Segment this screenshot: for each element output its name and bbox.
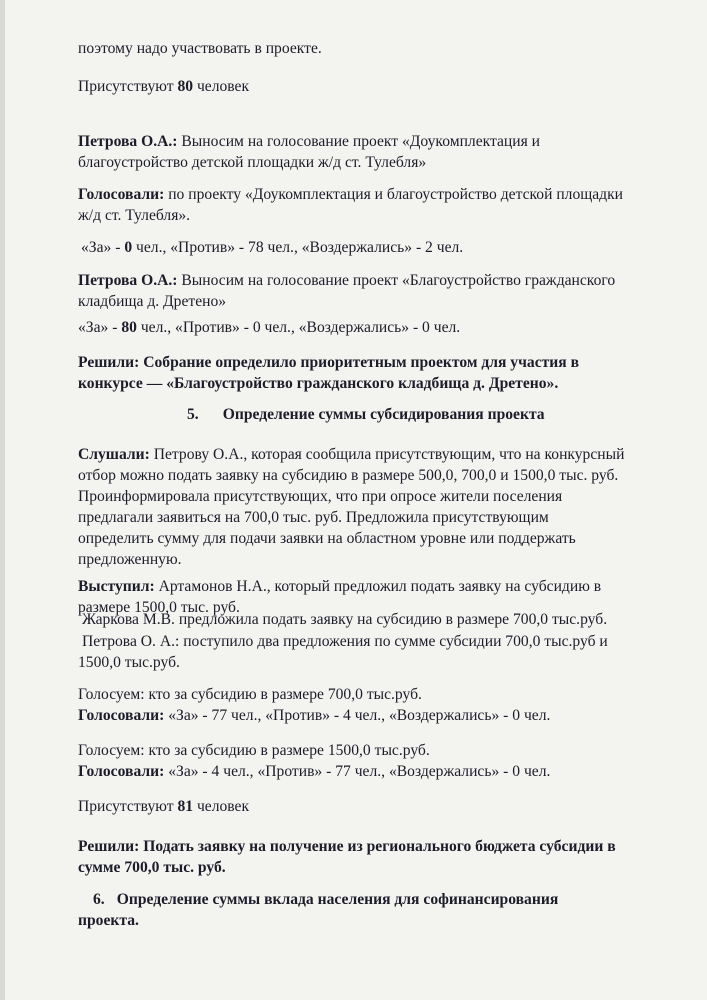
voted-paragraph-1 [78,184,646,226]
spoke-label: Выступил: [78,578,155,595]
heard-text-5: определить сумму для подачи заявки на областном уровне или поддержать [78,530,576,547]
heard-text-1: Петрову О.А., которая сообщила присутствующим, что на конкурсный [149,446,625,463]
vote-1500-block [78,740,646,782]
petrova-summary-text: Петрова О. А.: поступило два предложения по сумме субсидии 700,0 тыс.руб и [82,633,608,650]
petrova-summary [78,631,650,673]
present-number: 81 [177,798,194,815]
present-count-1 [78,76,646,97]
present-count-2 [78,796,646,817]
proposal-text: Выносим на голосование проект «Доукомплектация и [177,133,541,150]
section-title: Определение суммы субсидирования проекта [222,406,545,423]
proposal-text: Выносим на голосование проект «Благоустройство гражданского [177,272,616,289]
decision-text: Решили: Собрание определило приоритетным проектом для участия в [78,354,580,371]
decision-2 [78,836,646,878]
section-number: 5. [187,406,199,423]
vote-for-count: 80 [121,319,137,336]
section-5-heading [187,404,545,425]
petrova-proposal-2 [78,270,646,312]
voted-text: по проекту «Доукомплектация и благоустройство детской площадки [164,186,624,203]
decision-text-cont: конкурсе — «Благоустройство гражданского кладбища д. Дретено». [78,375,559,392]
spoke-text-cont: размере 1500,0 тыс. руб. [78,599,240,616]
present-number: 80 [177,78,194,95]
vote-700-block [78,684,646,726]
vote-for-label: «За» - [81,239,125,256]
voted-text-cont: ж/д ст. Тулебля». [78,207,191,224]
heard-text-4: предлагали заявиться на 700,0 тыс. руб. Предложила присутствующим [78,509,549,526]
spoke-text: Артамонов Н.А., который предложил подать заявку на субсидию в [154,578,602,595]
vote-rest: чел., «Против» - 0 чел., «Воздержались» - 0 чел. [136,319,461,336]
vote-result-2 [78,317,646,338]
present-label: Присутствуют [78,798,178,815]
continuation-line [78,38,646,59]
voted-label: Голосовали: [78,707,165,724]
vote-result-1 [81,237,649,258]
section-title: Определение суммы вклада населения для софинансирования [116,891,559,908]
page-edge-shadow [0,0,5,1000]
speaker-name: Петрова О.А.: [78,272,178,289]
vote-question: Голосуем: кто за субсидию в размере 700,0 тыс.руб. [78,686,422,703]
decision-text: Решили: Подать заявку на получение из регионального бюджета субсидии в [78,838,616,855]
voted-label: Голосовали: [78,186,165,203]
section-title-cont: проекта. [78,912,139,929]
zharkova-proposal [82,609,650,630]
vote-for-label: «За» - [78,319,122,336]
heard-text-2: отбор можно подать заявку на субсидию в размере 500,0, 700,0 и 1500,0 тыс. руб. [78,467,619,484]
zharkova-text: Жаркова М.В. предложила подать заявку на субсидию в размере 700,0 тыс.руб. [82,611,608,628]
voted-label: Голосовали: [78,763,165,780]
vote-rest: чел., «Против» - 78 чел., «Воздержались» - 2 чел. [132,239,464,256]
vote-question: Голосуем: кто за субсидию в размере 1500,0 тыс.руб. [78,742,430,759]
decision-1 [78,352,646,394]
decision-text-cont: сумме 700,0 тыс. руб. [78,859,226,876]
present-unit: человек [193,798,250,815]
proposal-text-cont: благоустройство детской площадки ж/д ст. Тулебля» [78,154,427,171]
vote-for-count: 0 [124,239,133,256]
continuation-text: поэтому надо участвовать в проекте. [78,40,322,57]
heard-label: Слушали: [78,446,150,463]
heard-text-3: Проинформировала присутствующих, что при опросе жители поселения [78,488,563,505]
present-unit: человек [193,78,250,95]
vote-result: «За» - 4 чел., «Против» - 77 чел., «Воздержались» - 0 чел. [164,763,551,780]
petrova-proposal-1 [78,131,646,173]
present-label: Присутствуют [78,78,178,95]
section-6-heading [78,889,633,931]
proposal-text-cont: кладбища д. Дретено» [78,293,227,310]
heard-paragraph [78,444,646,570]
section-number: 6. [93,891,105,908]
petrova-summary-text-cont: 1500,0 тыс.руб. [78,654,180,671]
vote-result: «За» - 77 чел., «Против» - 4 чел., «Воздержались» - 0 чел. [164,707,551,724]
speaker-name: Петрова О.А.: [78,133,178,150]
heard-text-6: предложенную. [78,551,182,568]
